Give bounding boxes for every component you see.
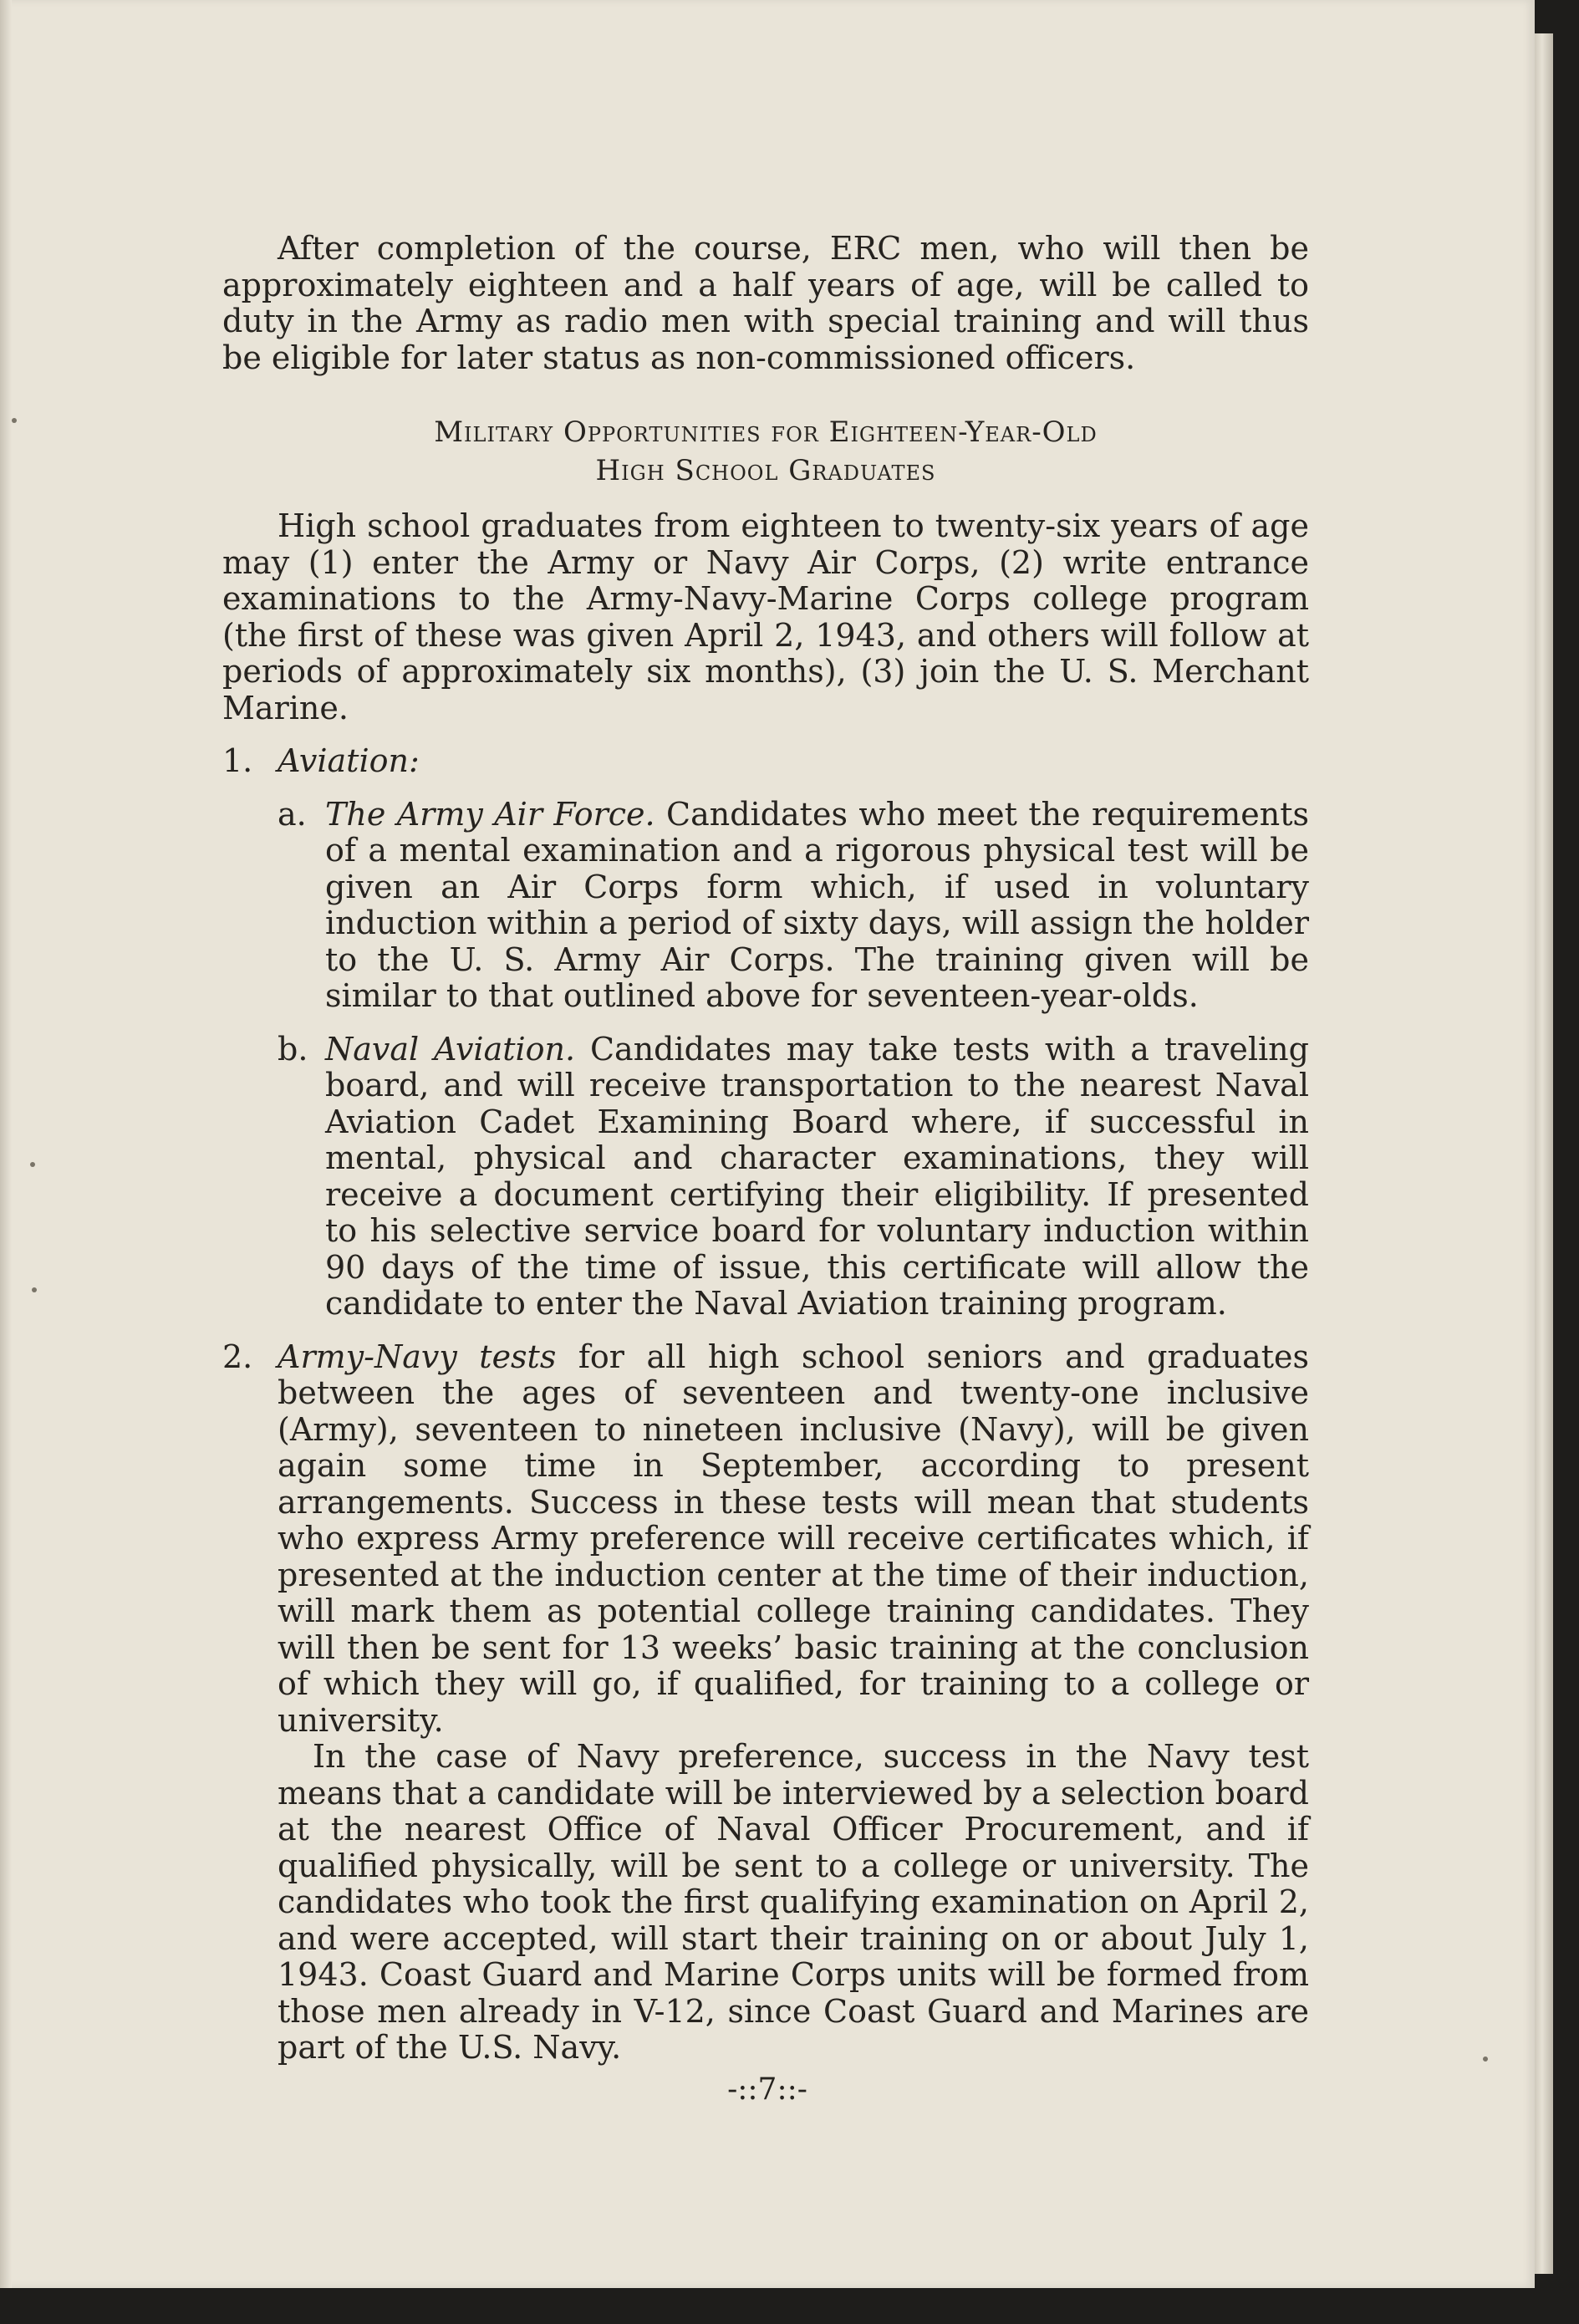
list-item-number: 2. bbox=[222, 1338, 253, 1375]
intro-paragraph: After completion of the course, ERC men, who will then be approximately eighteen and a half years of age, will be called to duty in the Army as radio men with special training and will thus be eligible for later status as non-commissioned officers. bbox=[222, 230, 1309, 376]
navy-preference-paragraph: In the case of Navy preference, success in the Navy test means that a candidate will be interviewed by a selection board at the nearest Office of Naval Officer Procurement, and if qualified physically, will be sent to a college or university. The candidates who took the first qualifying examination on April 2, and were accepted, will start their training on or about July 1, 1943. Coast Guard and Marine Corps units will be formed from those men already in V-12, since Coast Guard and Marines are part of the U.S. Navy. bbox=[278, 1738, 1309, 2066]
page-edge bbox=[1535, 33, 1553, 2274]
sub-item-paragraph bbox=[325, 1032, 1309, 1323]
section-heading-line1: Military Opportunities for Eighteen-Year-Old bbox=[434, 415, 1098, 449]
list-item-text: for all high school seniors and graduates between the ages of seventeen and twenty-one inclusive (Army), seventeen to nineteen inclusive (Navy), will be given again some time in September, according to present arrangements. Success in these tests will mean that students who express Army preference will receive certificates which, if presented at the induction center at the time of their induction, will mark them as potential college training candidates. They will then be sent for 13 weeks’ basic training at the conclusion of which they will go, if qualified, for training to a college or university. bbox=[278, 1338, 1309, 1739]
sub-item-letter: a. bbox=[278, 795, 307, 833]
sub-item-text: Candidates may take tests with a traveling board, and will receive transportation to the nearest Naval Aviation Cadet Examining Board where, if successful in mental, physical and character examinations, they will receive a document certifying their eligibility. If presented to his selective service board for voluntary induction within 90 days of the time of issue, this certificate will allow the candidate to enter the Naval Aviation training program. bbox=[325, 1030, 1309, 1322]
sub-item-title: The Army Air Force. bbox=[325, 795, 655, 833]
page-body bbox=[222, 231, 1309, 2067]
section-heading bbox=[222, 413, 1309, 490]
sub-item-naval-aviation bbox=[222, 1032, 1309, 1323]
page-spine-shadow bbox=[0, 0, 12, 2288]
page-speck bbox=[30, 1162, 35, 1167]
sub-item-army-air-force bbox=[222, 797, 1309, 1015]
sub-item-text: Candidates who meet the requirements of a mental examination and a rigorous physical test will be given an Air Corps form which, if used in voluntary induction within a period of sixty days, will assign the holder to the U. S. Army Air Corps. The training given will be similar to that outlined above for seventeen-year-olds. bbox=[325, 795, 1309, 1014]
page-speck bbox=[32, 1287, 37, 1292]
section-heading-line2: High School Graduates bbox=[595, 454, 936, 487]
sub-item-title: Naval Aviation. bbox=[325, 1030, 576, 1068]
list-item-aviation bbox=[222, 743, 1309, 780]
overview-paragraph: High school graduates from eighteen to twenty-six years of age may (1) enter the Army or Navy Air Corps, (2) write entrance examinations to the Army-Navy-Marine Corps college program (the first of these was given April 2, 1943, and others will follow at periods of approximately six months), (3) join the U. S. Merchant Marine. bbox=[222, 507, 1309, 726]
list-item-paragraph bbox=[278, 1339, 1309, 1740]
sub-item-letter: b. bbox=[278, 1030, 308, 1068]
page-speck bbox=[12, 418, 17, 423]
sub-item-paragraph bbox=[325, 797, 1309, 1015]
list-item-title: Aviation: bbox=[278, 742, 420, 779]
list-item-army-navy-tests bbox=[222, 1339, 1309, 2067]
list-item-title: Army-Navy tests bbox=[278, 1338, 557, 1375]
page-number: -::7::- bbox=[727, 2072, 807, 2107]
list-item-number: 1. bbox=[222, 742, 253, 779]
page-speck bbox=[1483, 2056, 1488, 2062]
